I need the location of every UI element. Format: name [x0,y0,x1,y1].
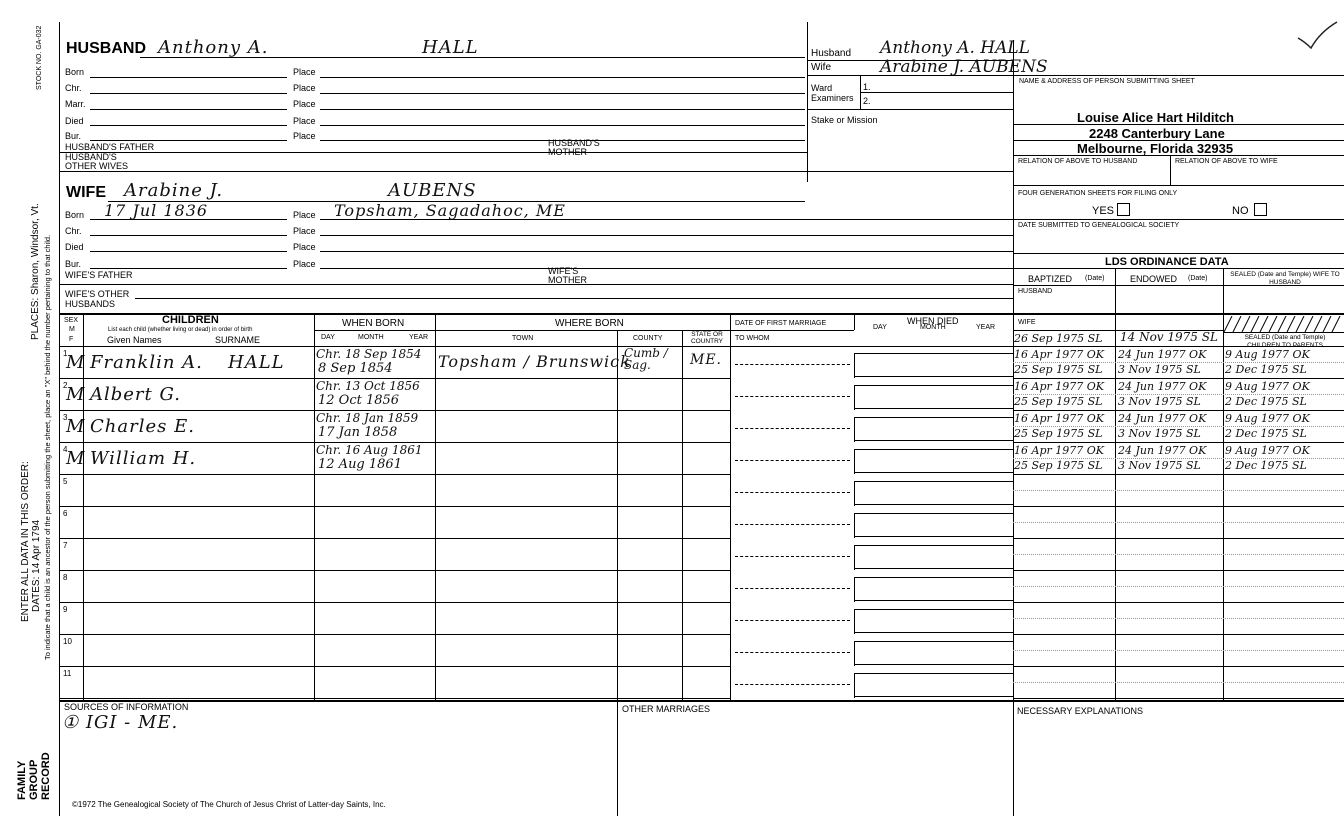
child-given: Franklin A. [90,352,203,373]
died-bottom-line[interactable] [854,600,1013,601]
wife-endowed: 14 Nov 1975 SL [1120,330,1218,344]
husband-section-bottom [60,171,1013,172]
child-sealed-1: 9 Aug 1977 OK [1225,412,1310,425]
wife-bur-place-label: Place [293,259,316,269]
child-born-date: 12 Oct 1856 [318,393,400,408]
husband-bur-place-label: Place [293,131,316,141]
sealed-cp-line [1223,332,1344,333]
child-christened: Chr. 18 Sep 1854 [316,347,422,361]
died-bottom-line[interactable] [854,696,1013,697]
places-note: PLACES: Sharon, Windsor, Vt. [30,203,41,340]
wife-surname: AUBENS [388,180,477,201]
where-born-label: WHERE BORN [555,318,624,329]
child-number: 4 [63,445,68,454]
footer-divider [617,700,618,816]
child-sex: M [66,352,86,373]
surname-label: SURNAME [215,335,261,345]
sex-label: SEX [64,317,79,324]
marriage-dash-line[interactable] [735,620,850,621]
marriage-dash-line[interactable] [735,684,850,685]
child-endowed-1: 24 Jun 1977 OK [1118,380,1207,393]
child-christened: Chr. 16 Aug 1861 [316,443,423,457]
lds-row-line [1013,442,1344,443]
died-left-line [854,577,855,602]
examiners-label: Examiners [811,93,854,103]
wife-other-husbands-label: WIFE'S OTHER HUSBANDS [65,289,130,309]
lds-row-line [1013,378,1344,379]
header-husband-label: Husband [811,48,852,59]
husband-died-place-label: Place [293,116,316,126]
died-top-line [854,545,1013,546]
child-county: Cumb / Sag. [624,346,668,372]
born-subheader-line [314,330,854,331]
enter-order-note: ENTER ALL DATA IN THIS ORDER: [20,461,31,622]
child-endowed-2: 3 Nov 1975 SL [1118,459,1201,472]
first-marriage-label: DATE OF FIRST MARRIAGE [735,320,827,327]
child-baptized-2: 25 Sep 1975 SL [1014,427,1103,440]
husband-died-label: Died [65,116,84,126]
died-top-line [854,577,1013,578]
stock-number: STOCK NO. GA-032 [36,25,43,90]
lds-row-line [1013,666,1344,667]
mid-frame-line [807,22,808,182]
examiner-line-1 [860,92,1013,93]
died-month-label: MONTH [920,324,946,331]
endowed-label: ENDOWED [1130,274,1177,284]
child-endowed-2: 3 Nov 1975 SL [1118,427,1201,440]
lds-row-line [1013,602,1344,603]
died-bottom-line[interactable] [854,664,1013,665]
child-born-date: 12 Aug 1861 [318,457,402,472]
town-label: TOWN [512,335,534,342]
record-title-2: GROUP [28,759,40,800]
child-row-line [60,602,730,603]
child-row-line [60,538,730,539]
died-top-line [854,481,1013,482]
born-day-label: DAY [321,334,335,341]
wife-chr-place-label: Place [293,226,316,236]
husband-born-place-label: Place [293,67,316,77]
husband-father-label: HUSBAND'S FATHER [65,142,155,152]
child-sealed-1: 9 Aug 1977 OK [1225,444,1310,457]
died-left-line [854,545,855,570]
col-died-divider [854,313,855,330]
died-left-line [854,513,855,538]
lds-row-midline [1013,650,1344,651]
wife-baptized: 26 Sep 1975 SL [1014,332,1103,345]
died-top-line [854,513,1013,514]
when-died-label: WHEN DIED [907,316,959,326]
child-surname: HALL [228,352,285,373]
child-endowed-1: 24 Jun 1977 OK [1118,348,1207,361]
child-number: 7 [63,541,68,550]
marriage-dash-line[interactable] [735,524,850,525]
examiner-1: 1. [863,82,871,92]
lds-header-line [1013,285,1344,286]
check-mark-icon [1295,20,1340,50]
child-row-line [60,666,730,667]
child-baptized-2: 25 Sep 1975 SL [1014,363,1103,376]
baptized-sub: (Date) [1085,275,1105,282]
child-given: Albert G. [90,384,181,405]
wife-chr-line[interactable] [90,235,287,236]
died-bottom-line[interactable] [854,472,1013,473]
child-baptized-1: 16 Apr 1977 OK [1014,380,1104,393]
died-left-line [854,673,855,698]
child-endowed-1: 24 Jun 1977 OK [1118,412,1207,425]
date-submitted-bottom [1013,253,1344,254]
husband-chr-place-line[interactable] [320,93,805,94]
sealed-wh-label: SEALED (Date and Temple) WIFE TO HUSBAND [1230,271,1340,286]
relation-wife-label: RELATION OF ABOVE TO WIFE [1175,158,1278,165]
child-born-date: 8 Sep 1854 [318,361,393,376]
child-number: 2 [63,381,68,390]
died-bottom-line[interactable] [854,376,1013,377]
wife-died-place-label: Place [293,242,316,252]
born-month-label: MONTH [358,334,384,341]
child-sex: M [66,384,86,405]
children-header-bottom [60,346,1344,347]
marriage-dash-line[interactable] [735,492,850,493]
died-left-line [854,609,855,634]
died-day-label: DAY [873,324,887,331]
wife-chr-place-line[interactable] [320,235,1013,236]
lds-row-line [1013,634,1344,635]
children-top-line [60,313,1344,315]
yes-label: YES [1092,205,1115,217]
lds-title-line [1013,268,1344,269]
hatched-block [1224,316,1342,332]
child-sex: M [66,448,86,469]
husband-born-place-line[interactable] [320,77,805,78]
marriage-dash-line[interactable] [735,652,850,653]
husband-born-label: Born [65,67,85,77]
four-gen-bottom [1013,219,1344,220]
endowed-sub: (Date) [1188,275,1208,282]
child-sealed-2: 2 Dec 1975 SL [1225,363,1307,376]
died-top-line [854,449,1013,450]
sources-label: SOURCES OF INFORMATION [64,702,189,712]
died-left-line [854,641,855,666]
marriage-dash-line[interactable] [735,460,850,461]
wife-died-place-line[interactable] [320,251,1013,252]
wife-father-line [60,284,1013,285]
marriage-dash-line[interactable] [735,364,850,365]
marriage-dash-line[interactable] [735,396,850,397]
child-christened: Chr. 18 Jan 1859 [316,411,419,425]
died-bottom-line[interactable] [854,408,1013,409]
died-top-line [854,641,1013,642]
child-endowed-1: 24 Jun 1977 OK [1118,444,1207,457]
marriage-dash-line[interactable] [735,428,850,429]
lds-divider-2 [1223,268,1224,702]
wife-died-line[interactable] [90,251,287,252]
died-bottom-line[interactable] [854,440,1013,441]
sex-f-label: F [69,336,74,343]
husband-chr-place-label: Place [293,83,316,93]
wife-died-label: Died [65,242,84,252]
wife-born-place: Topsham, Sagadahoc, ME [334,201,566,220]
state-label: STATE OR COUNTRY [690,331,724,345]
child-row-line [60,506,730,507]
child-sealed-1: 9 Aug 1977 OK [1225,348,1310,361]
record-title-1: FAMILY [16,760,28,800]
wife-born-date: 17 Jul 1836 [104,201,209,220]
lds-row-midline [1013,682,1344,683]
dates-note: DATES: 14 Apr 1794 [31,519,42,612]
died-bottom-line[interactable] [854,632,1013,633]
baptized-label: BAPTIZED [1028,274,1073,284]
child-baptized-2: 25 Sep 1975 SL [1014,395,1103,408]
died-bottom-line[interactable] [854,568,1013,569]
four-gen-label: FOUR GENERATION SHEETS FOR FILING ONLY [1018,190,1178,197]
child-baptized-1: 16 Apr 1977 OK [1014,412,1104,425]
header-wife-line [807,75,1344,76]
wife-given-name: Arabine J. [124,180,224,201]
husband-chr-label: Chr. [65,83,82,93]
marriage-dash-line[interactable] [735,588,850,589]
col-state-divider [682,330,683,700]
examiner-line-2 [807,109,1013,110]
child-born-date: 17 Jan 1858 [318,425,398,440]
child-state: ME. [690,352,723,368]
col-marriage-divider [730,313,731,700]
died-left-line [854,449,855,474]
child-row-line [60,474,730,475]
husband-died-place-line[interactable] [320,125,805,126]
husband-died-line[interactable] [90,125,287,126]
no-checkbox[interactable] [1254,203,1267,216]
header-wife-value: Arabine J. AUBENS [880,57,1048,77]
indicate-note: To indicate that a child is an ancestor of the person submitting the sheet, place an "X" behind the number pertaining to that child. [43,234,52,660]
left-frame-line [59,22,60,816]
child-number: 11 [63,669,72,678]
died-top-line [854,353,1013,354]
yes-checkbox[interactable] [1117,203,1130,216]
submitter-line-1 [1013,124,1344,125]
husband-marr-place-line[interactable] [320,109,805,110]
husband-marr-label: Marr. [65,99,86,109]
born-year-label: YEAR [409,334,429,341]
lds-row-midline [1013,490,1344,491]
child-row-line [60,698,730,699]
child-row-line [60,634,730,635]
submitter-street: 2248 Canterbury Lane [1089,126,1225,141]
child-baptized-1: 16 Apr 1977 OK [1014,444,1104,457]
child-number: 9 [63,605,68,614]
county-label: COUNTY [633,335,663,342]
child-number: 8 [63,573,68,582]
child-sex: M [66,416,86,437]
wife-label: WIFE [66,184,106,201]
submitter-line-3 [1013,155,1344,156]
lds-row-line [1013,698,1344,699]
husband-label: HUSBAND [66,40,146,57]
child-town: Topsham / Brunswick [438,352,631,371]
lds-row-line [1013,506,1344,507]
husband-marr-place-label: Place [293,99,316,109]
lds-row-line [1013,410,1344,411]
child-endowed-2: 3 Nov 1975 SL [1118,363,1201,376]
child-sealed-1: 9 Aug 1977 OK [1225,380,1310,393]
submitter-line-2 [1013,140,1344,141]
child-christened: Chr. 13 Oct 1856 [316,379,420,393]
lds-title: LDS ORDINANCE DATA [1105,256,1229,268]
child-number: 3 [63,413,68,422]
child-given: Charles E. [90,416,195,437]
husband-marr-line[interactable] [90,109,287,110]
wife-born-place-label: Place [293,210,316,220]
lds-wife-label: WIFE [1018,319,1036,326]
relation-bottom [1013,185,1344,186]
lds-row-line [1013,570,1344,571]
stake-label: Stake or Mission [811,115,878,125]
header-wife-label: Wife [811,62,831,73]
died-left-line [854,481,855,506]
lds-row-midline [1013,618,1344,619]
sources-value: ① IGI - ME. [62,712,179,733]
ward-label: Ward [811,83,833,93]
relation-husband-label: RELATION OF ABOVE TO HUSBAND [1018,158,1138,165]
lds-row-midline [1013,554,1344,555]
died-bottom-line[interactable] [854,536,1013,537]
husband-father-line [60,152,807,153]
lds-divider-1 [1115,268,1116,702]
col-county-divider [617,330,618,700]
child-sealed-2: 2 Dec 1975 SL [1225,395,1307,408]
died-left-line [854,353,855,378]
wife-born-label: Born [65,210,85,220]
died-top-line [854,417,1013,418]
footer-top-line [60,700,1344,702]
no-label: NO [1232,205,1249,217]
sealed-cp-label: SEALED (Date and Temple) CHILDREN TO PARENTS [1244,334,1326,349]
when-born-label: WHEN BORN [342,318,405,329]
sex-m-label: M [69,326,75,333]
child-number: 5 [63,477,68,486]
husband-other-wives-label: HUSBAND'S OTHER WIVES [65,152,129,171]
examiner-2: 2. [863,96,871,106]
date-submitted-label: DATE SUBMITTED TO GENEALOGICAL SOCIETY [1018,222,1180,229]
to-whom-label: TO WHOM [735,335,770,342]
wife-born-place-line[interactable] [320,219,1013,220]
died-bottom-line[interactable] [854,504,1013,505]
given-names-label: Given Names [107,335,162,345]
lds-row-midline [1013,522,1344,523]
children-sub: List each child (whether living or dead) in order of birth [108,327,253,333]
husband-bur-line[interactable] [90,140,287,141]
husband-born-line[interactable] [90,77,287,78]
died-year-label: YEAR [976,324,996,331]
marriage-dash-line[interactable] [735,556,850,557]
lds-row-line [1013,538,1344,539]
header-husband-value: Anthony A. HALL [880,38,1030,58]
lds-husband-label: HUSBAND [1018,288,1053,295]
husband-mother-label: HUSBAND'S MOTHER [548,138,600,157]
other-marriages-label: OTHER MARRIAGES [622,704,711,714]
lds-row-midline [1013,586,1344,587]
husband-surname: HALL [422,37,479,58]
lds-row-line [1013,474,1344,475]
children-title: CHILDREN [162,314,219,326]
died-top-line [854,609,1013,610]
wife-born-line[interactable] [90,219,287,220]
wife-chr-label: Chr. [65,226,82,236]
wife-bur-line[interactable] [90,268,287,269]
submitter-name: Louise Alice Hart Hilditch [1077,110,1234,125]
wife-bur-place-line[interactable] [320,268,1013,269]
child-row-line [60,570,730,571]
child-sealed-2: 2 Dec 1975 SL [1225,459,1307,472]
child-baptized-2: 25 Sep 1975 SL [1014,459,1103,472]
child-number: 6 [63,509,68,518]
child-number: 10 [63,637,72,646]
wife-mother-label: WIFE'S MOTHER [548,266,587,285]
wife-father-label: WIFE'S FATHER [65,270,133,280]
child-number: 1 [63,349,68,358]
husband-chr-line[interactable] [90,93,287,94]
record-title-3: RECORD [40,752,52,800]
died-left-line [854,417,855,442]
wife-bur-label: Bur. [65,259,82,269]
died-left-line [854,385,855,410]
husband-bur-label: Bur. [65,131,82,141]
died-top-line [854,385,1013,386]
child-endowed-2: 3 Nov 1975 SL [1118,395,1201,408]
child-baptized-1: 16 Apr 1977 OK [1014,348,1104,361]
submitter-city: Melbourne, Florida 32935 [1077,141,1234,156]
child-given: William H. [90,448,197,469]
explanations-label: NECESSARY EXPLANATIONS [1017,706,1144,716]
wife-other-husbands-line [135,298,1013,299]
copyright: ©1972 The Genealogical Society of The Church of Jesus Christ of Latter-day Saints, Inc. [72,800,386,809]
submitter-label: NAME & ADDRESS OF PERSON SUBMITTING SHEET [1019,78,1195,85]
child-sealed-2: 2 Dec 1975 SL [1225,427,1307,440]
husband-given-name: Anthony A. [158,37,269,58]
relation-divider [1170,155,1171,185]
died-top-line [854,673,1013,674]
